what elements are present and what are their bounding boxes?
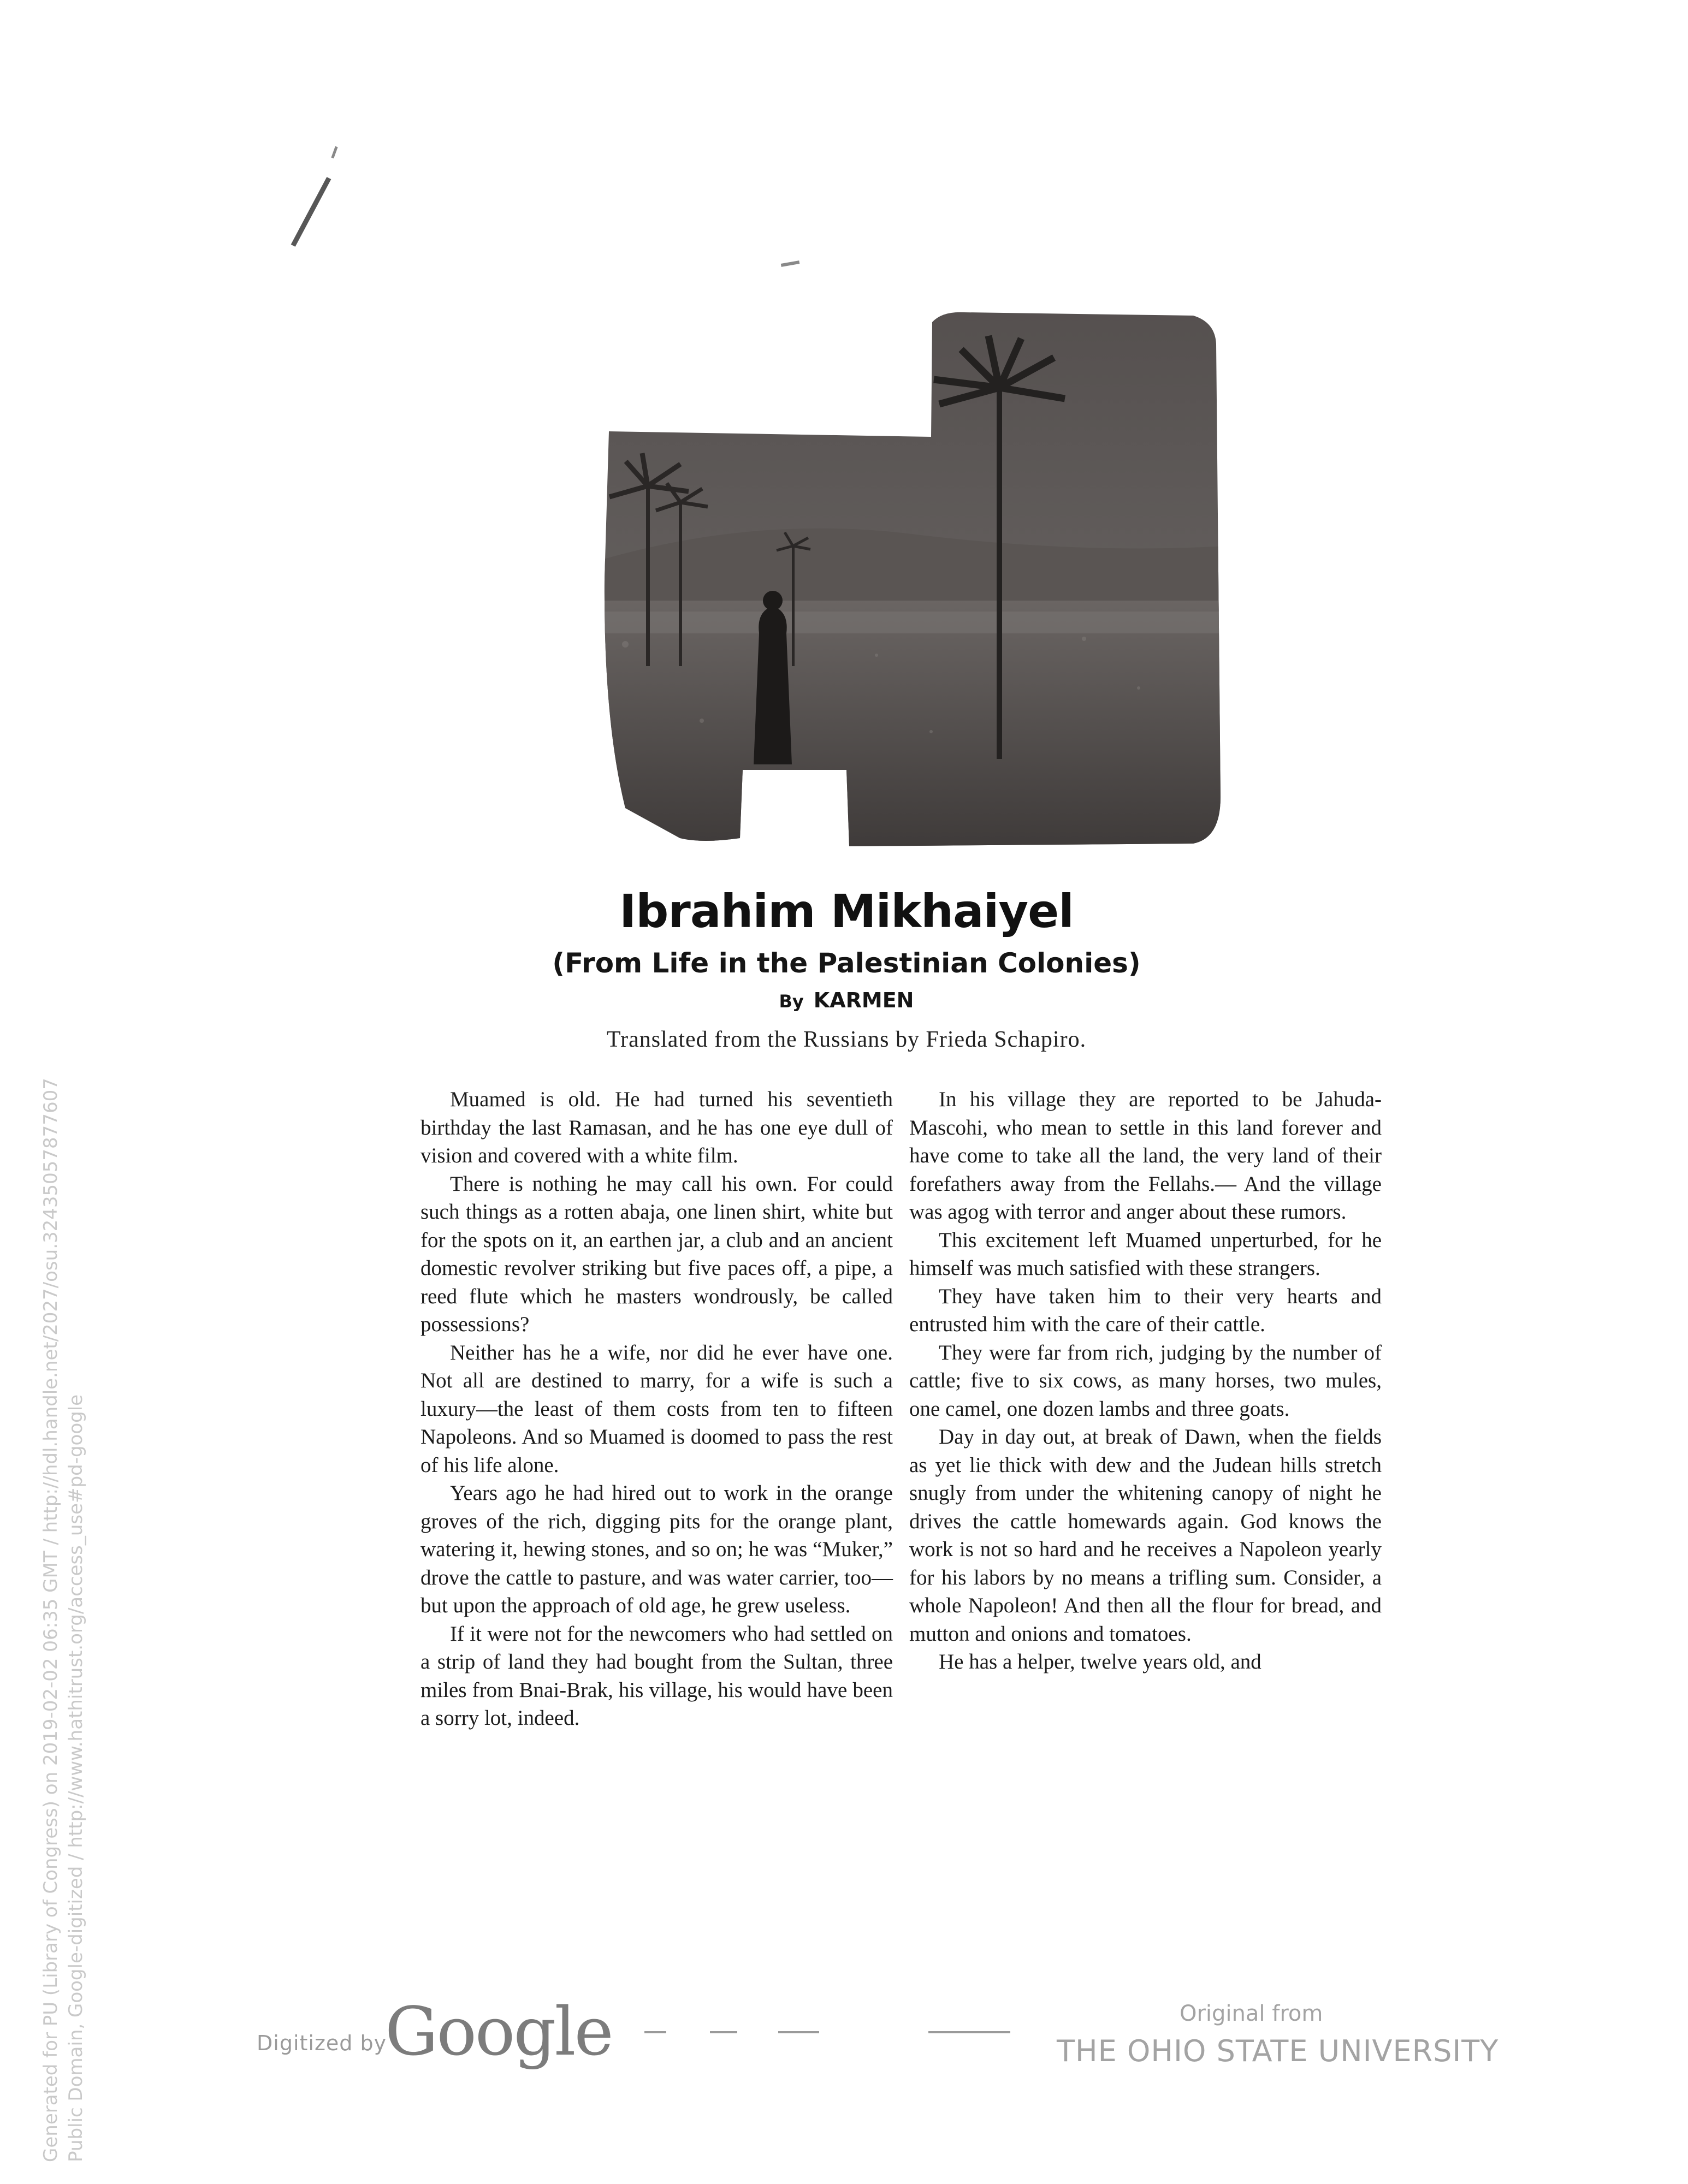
paragraph: Day in day out, at break of Dawn, when the fields as yet lie thick with dew and the Judean hills stretch snugly from under the whitening canopy of night he drives the cattle homewards again. God knows the work is not so hard and he receives a Napoleon yearly for his labors by no means a trifling sum. Consider, a whole Napoleon! And then all the flour for bread, and mutton and onions and tomatoes.: [909, 1425, 1382, 1646]
translator-credit: Translated from the Russians by Frieda Schapiro.: [606, 1027, 1087, 1052]
article-subtitle: (From Life in the Palestinian Colonies): [552, 947, 1141, 979]
digitized-by-label: Digitized by: [257, 2031, 387, 2055]
footer-rule: [710, 2031, 737, 2033]
access-watermark: [38, 797, 88, 2162]
paragraph: They were far from rich, judging by the number of cattle; five to six cows, as many horses, two mules, one camel, one dozen lambs and three goats.: [909, 1340, 1382, 1421]
paragraph: There is nothing he may call his own. For could such things as a rotten abaja, one linen shirt, white but for the spots on it, an earthen jar, a club and an ancient domestic revolver striking but five paces off, a pipe, a reed flute which he masters wondrously, be called possessions?: [420, 1172, 893, 1336]
landscape-photograph: [593, 306, 1226, 852]
paragraph: They have taken him to their very hearts and entrusted him with the care of their cattle.: [909, 1284, 1382, 1336]
by-label: By: [779, 991, 804, 1012]
scan-pen-mark: [291, 177, 331, 247]
watermark-line-1: Generated for PU (Library of Congress) on 2019-02-02 06:35 GMT / http://hdl.handle.net/2027/osu.32435057877607: [40, 1078, 62, 2162]
footer-rule: [928, 2031, 1010, 2033]
right-text-column: [909, 1085, 1382, 1676]
watermark-line-2: Public Domain, Google-digitized / http://www.hathitrust.org/access_use#pd-google: [65, 1394, 87, 2162]
source-institution: THE OHIO STATE UNIVERSITY: [1057, 2034, 1499, 2068]
author-name: KARMEN: [813, 988, 914, 1012]
paragraph: Muamed is old. He had turned his seventieth birthday the last Ramasan, and he has one eye dull of vision and covered with a white film.: [420, 1088, 893, 1167]
paragraph: If it were not for the newcomers who had settled on a strip of land they had bought from the Sultan, three miles from Bnai-Brak, his village, his would have been a sorry lot, indeed.: [420, 1622, 893, 1730]
byline: [437, 988, 1256, 1012]
paragraph: Neither has he a wife, nor did he ever have one. Not all are destined to marry, for a wife is such a luxury—the least of them costs from ten to fifteen Napoleons. And so Muamed is doomed to pass the rest of his life alone.: [420, 1340, 893, 1477]
original-from-label: Original from: [1180, 2001, 1323, 2026]
footer-rule: [644, 2031, 666, 2033]
footer-rule: [778, 2031, 819, 2033]
left-text-column: [420, 1085, 893, 1732]
paragraph: Years ago he had hired out to work in the orange groves of the rich, digging pits for the orange plant, watering it, hewing stones, and so on; he was “Muker,” drove the cattle to pasture, and was water carrier, too— but upon the approach of old age, he grew useless.: [420, 1481, 893, 1617]
scan-pen-mark: [331, 146, 337, 158]
paragraph: He has a helper, twelve years old, and: [939, 1650, 1261, 1673]
article-title: Ibrahim Mikhaiyel: [619, 885, 1074, 938]
scan-smudge: [781, 260, 800, 267]
paragraph: This excitement left Muamed unperturbed, for he himself was much satisfied with these strangers.: [909, 1228, 1382, 1280]
paragraph: In his village they are reported to be Jahuda-Mascohi, who mean to settle in this land forever and have come to take all the land, the very land of their forefathers away from the Fellahs.— And the village was agog with terror and anger about these rumors.: [909, 1088, 1382, 1224]
google-logo: Google: [385, 1993, 612, 2070]
